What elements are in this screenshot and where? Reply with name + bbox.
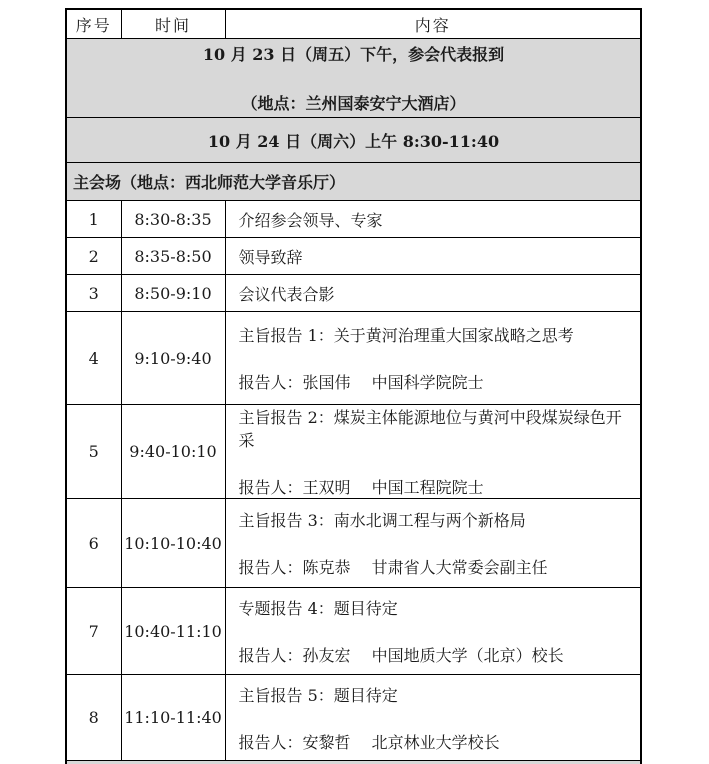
partial-next-section-row — [66, 761, 641, 764]
report-title-line: 专题报告 4：题目待定 — [238, 599, 398, 618]
row-content-cell — [225, 405, 641, 499]
row-content-cell — [225, 588, 641, 675]
section-row-main-venue — [66, 163, 641, 201]
row-no-cell: 7 — [66, 588, 121, 675]
agenda-page — [0, 8, 709, 764]
row-time-cell: 9:10-9:40 — [121, 312, 225, 405]
row-no-cell: 8 — [66, 675, 121, 761]
row-no-cell: 4 — [66, 312, 121, 405]
table-row — [66, 499, 641, 588]
row-time-cell: 11:10-11:40 — [121, 675, 225, 761]
row-time-cell: 10:10-10:40 — [121, 499, 225, 588]
column-header-content: 内容 — [225, 9, 641, 39]
schedule-table — [65, 8, 642, 764]
section-row-oct23 — [66, 39, 641, 118]
content-line: 领导致辞 — [238, 247, 303, 267]
row-time-cell: 8:50-9:10 — [121, 275, 225, 312]
report-title-line: 主旨报告 1：关于黄河治理重大国家战略之思考 — [238, 326, 574, 345]
table-row — [66, 238, 641, 275]
speaker-line: 报告人：张国伟 中国科学院院士 — [238, 373, 484, 392]
column-header-time: 时间 — [121, 9, 225, 39]
row-no-cell: 3 — [66, 275, 121, 312]
row-content-cell — [225, 675, 641, 761]
row-time-cell: 10:40-11:10 — [121, 588, 225, 675]
section-date-line: 10 月 23 日（周五）下午，参会代表报到 — [202, 45, 505, 64]
speaker-line: 报告人：王双明 中国工程院院士 — [238, 478, 484, 497]
content-line: 会议代表合影 — [238, 284, 335, 304]
section-location-line: （地点：兰州国泰安宁大酒店） — [241, 94, 466, 113]
table-row — [66, 275, 641, 312]
section-row-oct24 — [66, 118, 641, 163]
row-content-cell — [225, 238, 641, 275]
table-row — [66, 675, 641, 761]
content-line: 介绍参会领导、专家 — [238, 210, 383, 230]
column-header-no: 序号 — [66, 9, 121, 39]
table-row — [66, 201, 641, 238]
table-row — [66, 588, 641, 675]
table-header-row — [66, 9, 641, 39]
section-venue-line: 主会场（地点：西北师范大学音乐厅） — [66, 163, 641, 201]
report-title-line: 主旨报告 3：南水北调工程与两个新格局 — [238, 511, 526, 530]
row-no-cell: 2 — [66, 238, 121, 275]
speaker-line: 报告人：安黎哲 北京林业大学校长 — [238, 732, 500, 752]
row-time-cell: 8:35-8:50 — [121, 238, 225, 275]
table-row — [66, 405, 641, 499]
section-date-line: 10 月 24 日（周六）上午 8:30-11:40 — [66, 118, 641, 163]
row-content-cell — [225, 312, 641, 405]
row-content-cell — [225, 275, 641, 312]
row-time-cell: 9:40-10:10 — [121, 405, 225, 499]
speaker-line: 报告人：陈克恭 甘肃省人大常委会副主任 — [238, 558, 548, 577]
row-no-cell: 5 — [66, 405, 121, 499]
row-content-cell — [225, 499, 641, 588]
report-title-line: 主旨报告 5：题目待定 — [238, 685, 398, 705]
speaker-line: 报告人：孙友宏 中国地质大学（北京）校长 — [238, 646, 564, 665]
row-content-cell — [225, 201, 641, 238]
report-title-line: 主旨报告 2：煤炭主体能源地位与黄河中段煤炭绿色开采 — [238, 408, 622, 450]
row-time-cell: 8:30-8:35 — [121, 201, 225, 238]
row-no-cell: 6 — [66, 499, 121, 588]
row-no-cell: 1 — [66, 201, 121, 238]
table-row — [66, 312, 641, 405]
